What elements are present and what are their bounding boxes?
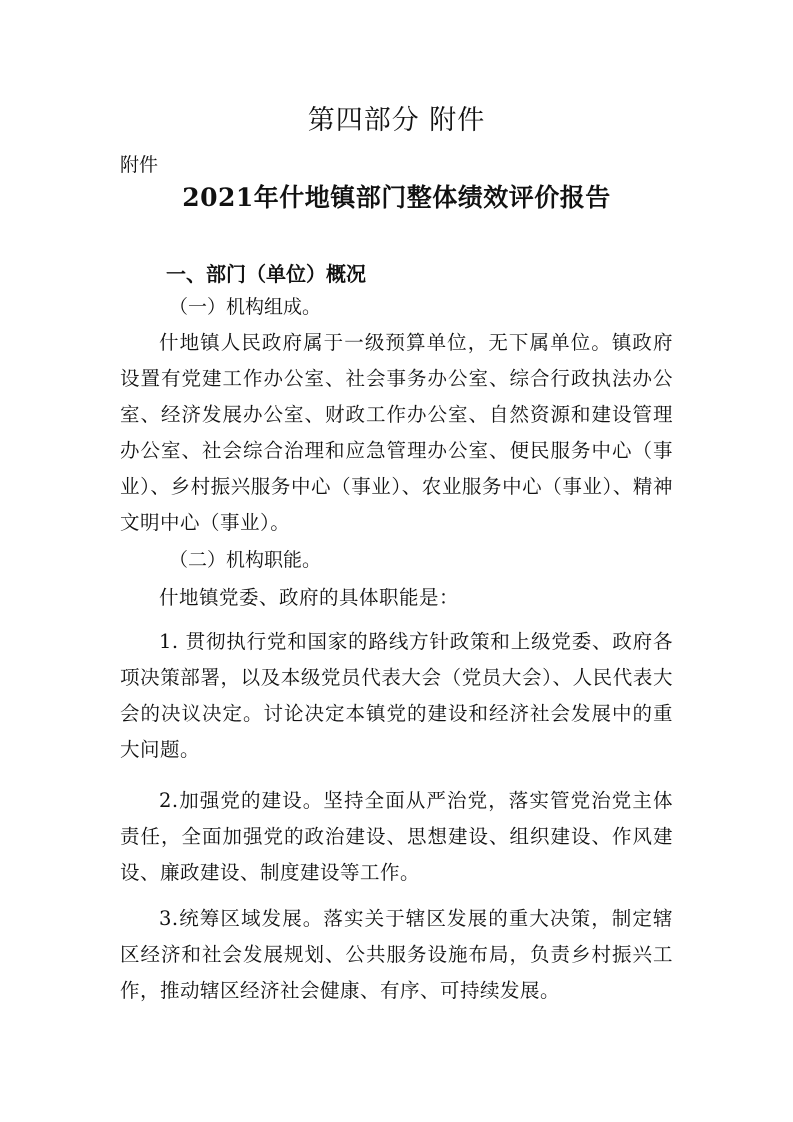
subsection-heading: （二）机构职能。 xyxy=(169,549,322,571)
attachment-label: 附件 xyxy=(120,154,159,176)
paragraph: 什地镇人民政府属于一级预算单位，无下属单位。镇政府设置有党建工作办公室、社会事务办公室、综合行政执法办公室、经济发展办公室、财政工作办公室、自然资源和建设管理办公室、社会综合治理和应急管理办公室、便民服务中心（事业）、乡村振兴服务中心（事业）、农业服务中心（事业）、精神文明中心（事业）。 xyxy=(120,331,673,534)
report-title: 2021年什地镇部门整体绩效评价报告 xyxy=(182,183,611,212)
list-item: 1. 贯彻执行党和国家的路线方针政策和上级党委、政府各项决策部署，以及本级党员代表大会（党员大会）、人民代表大会的决议决定。讨论决定本镇党的建设和经济社会发展中的重大问题。 xyxy=(120,630,673,761)
paragraph: 什地镇党委、政府的具体职能是： xyxy=(159,586,460,609)
subsection-heading: （一）机构组成。 xyxy=(169,296,322,318)
list-item: 2.加强党的建设。坚持全面从严治党，落实管党治党主体责任，全面加强党的政治建设、思想建设、组织建设、作风建设、廉政建设、制度建设等工作。 xyxy=(120,789,673,884)
list-item: 3.统筹区域发展。落实关于辖区发展的重大决策，制定辖区经济和社会发展规划、公共服务设施布局，负责乡村振兴工作，推动辖区经济社会健康、有序、可持续发展。 xyxy=(120,907,673,1002)
section-heading: 一、部门（单位）概况 xyxy=(166,262,366,286)
part-title: 第四部分 附件 xyxy=(307,105,486,136)
